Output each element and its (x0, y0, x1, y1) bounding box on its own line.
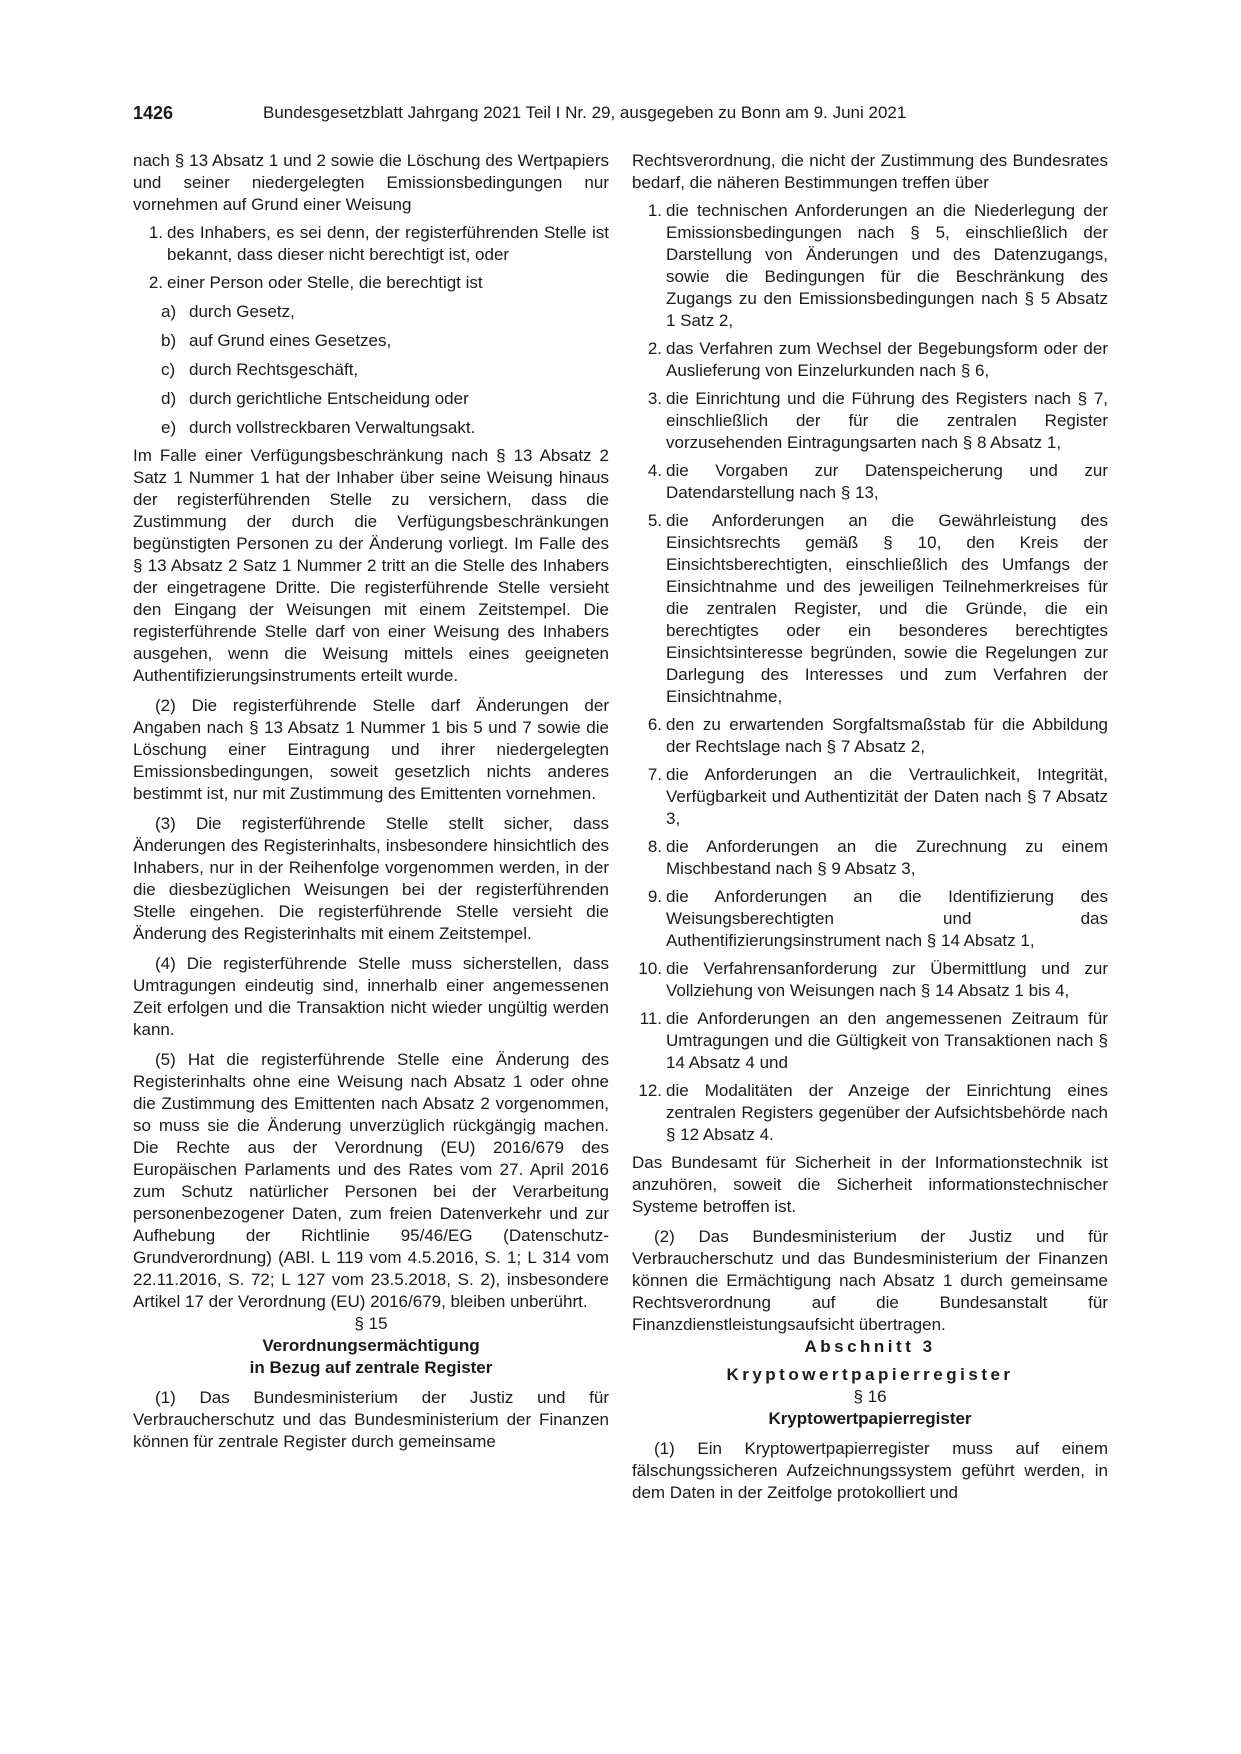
right-column (632, 150, 1108, 1504)
paragraph-restriction: Im Falle einer Verfügungsbeschränkung nach § 13 Absatz 2 Satz 1 Nummer 1 hat der Inhaber über seine Weisung hinaus der registerführenden Stelle zu versichern, dass die Zustimmung der durch die Verfügungsbeschränkungen begünstigten Personen zu der Änderung vorliegt. Im Falle des § 13 Absatz 2 Satz 1 Nummer 2 tritt an die Stelle des Inhabers der eingetragene Dritte. Die registerführende Stelle versieht den Eingang der Weisungen mit einem Zeitstempel. Die registerführende Stelle darf von einer Weisung des Inhabers ausgehen, wenn die Weisung mittels eines geeigneten Authentifizierungsinstruments erteilt wurde. (133, 446, 609, 685)
item-number: 10. (638, 959, 662, 978)
section-16-title: Kryptowertpapierregister (768, 1409, 972, 1428)
section-16-number: § 16 (853, 1387, 887, 1406)
chapter-heading: Abschnitt 3 (804, 1337, 936, 1356)
item-text: den zu erwartenden Sorgfaltsmaßstab für die Abbildung der Rechtslage nach § 7 Absatz 2, (666, 715, 1108, 756)
left-column (133, 150, 609, 1453)
list-item (632, 1080, 1108, 1146)
item-text: die Verfahrensanforderung zur Übermittlung und zur Vollziehung von Weisungen nach § 14 Absatz 1 bis 4, (666, 959, 1108, 1000)
list-item (632, 200, 1108, 332)
sub-item-text: durch Rechtsgeschäft, (189, 360, 359, 379)
list-item (632, 764, 1108, 830)
item-text: die Modalitäten der Anzeige der Einrichtung eines zentralen Registers gegenüber der Aufsichtsbehörde nach § 12 Absatz 4. (666, 1081, 1108, 1144)
item-text: die Vorgaben zur Datenspeicherung und zur Datendarstellung nach § 13, (666, 461, 1108, 502)
item-number: 12. (638, 1081, 662, 1100)
list-item (133, 222, 609, 266)
sub-item-text: durch Gesetz, (189, 302, 295, 321)
paragraph-3: (3) Die registerführende Stelle stellt sicher, dass Änderungen des Registerinhalts, insbesondere hinsichtlich des Inhabers, nur in der Reihenfolge vorgenommen werden, in der die diesbezüglichen Weisungen bei der registerführenden Stelle eingehen. Die registerführende Stelle versieht die Änderung des Registerinhalts mit einem Zeitstempel. (133, 814, 609, 943)
item-text: einer Person oder Stelle, die berechtigt ist (167, 273, 483, 292)
list-item (632, 836, 1108, 880)
list-item (632, 338, 1108, 382)
sub-item-letter: e) (161, 418, 177, 437)
list-item (632, 958, 1108, 1002)
running-title: Bundesgesetzblatt Jahrgang 2021 Teil I Nr. 29, ausgegeben zu Bonn am 9. Juni 2021 (263, 103, 907, 122)
sub-item-text: auf Grund eines Gesetzes, (189, 331, 392, 350)
item-number: 8. (647, 837, 662, 856)
sub-item (133, 330, 609, 352)
list-item (632, 1008, 1108, 1074)
sub-item (133, 359, 609, 381)
item-number: 1. (148, 223, 163, 242)
item-number: 6. (647, 715, 662, 734)
paragraph-2: (2) Die registerführende Stelle darf Änderungen der Angaben nach § 13 Absatz 1 Nummer 1 bis 5 und 7 sowie die Löschung einer Eintragung und ihrer niedergelegten Emissionsbedingungen, soweit gesetzlich nichts anderes bestimmt ist, nur mit Zustimmung des Emittenten vornehmen. (133, 696, 609, 803)
item-number: 5. (647, 511, 662, 530)
list-item (133, 272, 609, 294)
item-number: 7. (647, 765, 662, 784)
item-number: 4. (647, 461, 662, 480)
paragraph-4: (4) Die registerführende Stelle muss sicherstellen, dass Umtragungen eindeutig sind, innerhalb einer angemessenen Zeit erfolgen und die Transaktion nicht wieder ungültig werden kann. (133, 954, 609, 1039)
page-header (133, 100, 1108, 126)
list-item (632, 886, 1108, 952)
sub-item (133, 388, 609, 410)
item-text: die Einrichtung und die Führung des Registers nach § 7, einschließlich der für die zentralen Register vorzusehenden Eintragungsarten nach § 8 Absatz 1, (666, 389, 1108, 452)
sub-item-letter: d) (161, 389, 177, 408)
sub-item-text: durch gerichtliche Entscheidung oder (189, 389, 469, 408)
list-item (632, 510, 1108, 708)
item-number: 9. (647, 887, 662, 906)
section-16-paragraph-1: (1) Ein Kryptowertpapierregister muss auf einem fälschungssicheren Aufzeichnungssystem geführt werden, in dem Daten in der Zeitfolge protokolliert und (632, 1439, 1108, 1502)
intro-text: nach § 13 Absatz 1 und 2 sowie die Löschung des Wertpapiers und seiner niedergelegten Emissionsbedingungen nur vornehmen auf Grund einer Weisung (133, 151, 609, 214)
sub-item (133, 301, 609, 323)
section-15-number: § 15 (354, 1314, 388, 1333)
item-text: die technischen Anforderungen an die Niederlegung der Emissionsbedingungen nach § 5, einschließlich der Darstellung von Änderungen und des Datenzugangs, sowie die Bedingungen für die Beschränkung des Zugangs zu den Emissionsbedingungen nach § 5 Absatz 1 Satz 2, (666, 201, 1108, 330)
section-15-title-line-2: in Bezug auf zentrale Register (249, 1358, 493, 1377)
paragraph-2: (2) Das Bundesministerium der Justiz und für Verbraucherschutz und das Bundesministerium der Finanzen können die Ermächtigung nach Absatz 1 durch gemeinsame Rechtsverordnung auf die Bundesanstalt für Finanzdienstleistungsaufsicht übertragen. (632, 1227, 1108, 1334)
sub-item-letter: c) (161, 360, 176, 379)
list-item (632, 388, 1108, 454)
item-number: 3. (647, 389, 662, 408)
intro-text: Rechtsverordnung, die nicht der Zustimmung des Bundesrates bedarf, die näheren Bestimmungen treffen über (632, 151, 1108, 192)
sub-item-text: durch vollstreckbaren Verwaltungsakt. (189, 418, 476, 437)
sub-item-letter: b) (161, 331, 177, 350)
list-item (632, 460, 1108, 504)
paragraph-bsi: Das Bundesamt für Sicherheit in der Informationstechnik ist anzuhören, soweit die Sicherheit informationstechnischer Systeme betroffen ist. (632, 1153, 1108, 1216)
sub-item-letter: a) (161, 302, 177, 321)
paragraph-5: (5) Hat die registerführende Stelle eine Änderung des Registerinhalts ohne eine Weisung nach Absatz 1 oder ohne die Zustimmung des Emittenten nach Absatz 2 vorgenommen, so muss sie die Änderung unverzüglich rückgängig machen. Die Rechte aus der Verordnung (EU) 2016/679 des Europäischen Parlaments und des Rates vom 27. April 2016 zum Schutz natürlicher Personen bei der Verarbeitung personenbezogener Daten, zum freien Datenverkehr und zur Aufhebung der Richtlinie 95/46/EG (Datenschutz-Grundverordnung) (ABl. L 119 vom 4.5.2016, S. 1; L 314 vom 22.11.2016, S. 72; L 127 vom 23.5.2018, S. 2), insbesondere Artikel 17 der Verordnung (EU) 2016/679, bleiben unberührt. (133, 1050, 609, 1311)
item-text: die Anforderungen an die Gewährleistung des Einsichtsrechts gemäß § 10, den Kreis der Einsichtsberechtigten, einschließlich des Umfangs der Einsichtnahme und des jeweiligen Teilnehmerkreises für die zentralen Register, und die Gründe, die ein berechtigtes oder ein besonderes berechtigtes Einsichtsinteresse begründen, sowie die Regelungen zur Darlegung des Interesses und zum Verfahren der Einsichtnahme, (666, 511, 1108, 706)
item-number: 1. (647, 201, 662, 220)
item-number: 2. (148, 273, 163, 292)
item-text: die Anforderungen an den angemessenen Zeitraum für Umtragungen und die Gültigkeit von Transaktionen nach § 14 Absatz 4 und (666, 1009, 1108, 1072)
section-15-title-line-1: Verordnungsermächtigung (262, 1336, 480, 1355)
item-text: die Anforderungen an die Vertraulichkeit, Integrität, Verfügbarkeit und Authentizität der Daten nach § 7 Absatz 3, (666, 765, 1108, 828)
chapter-title: Kryptowertpapierregister (726, 1365, 1014, 1384)
sub-item (133, 417, 609, 439)
section-15-paragraph-1: (1) Das Bundesministerium der Justiz und für Verbraucherschutz und das Bundesministerium der Finanzen können für zentrale Register durch gemeinsame (133, 1388, 609, 1451)
item-text: die Anforderungen an die Identifizierung des Weisungsberechtigten und das Authentifizierungsinstrument nach § 14 Absatz 1, (666, 887, 1108, 950)
item-text: die Anforderungen an die Zurechnung zu einem Mischbestand nach § 9 Absatz 3, (666, 837, 1108, 878)
list-item (632, 714, 1108, 758)
item-text: das Verfahren zum Wechsel der Begebungsform oder der Auslieferung von Einzelurkunden nach § 6, (666, 339, 1108, 380)
item-number: 2. (647, 339, 662, 358)
item-number: 11. (639, 1009, 662, 1028)
page-number: 1426 (133, 103, 174, 123)
item-text: des Inhabers, es sei denn, der registerführenden Stelle ist bekannt, dass dieser nicht berechtigt ist, oder (167, 223, 609, 264)
